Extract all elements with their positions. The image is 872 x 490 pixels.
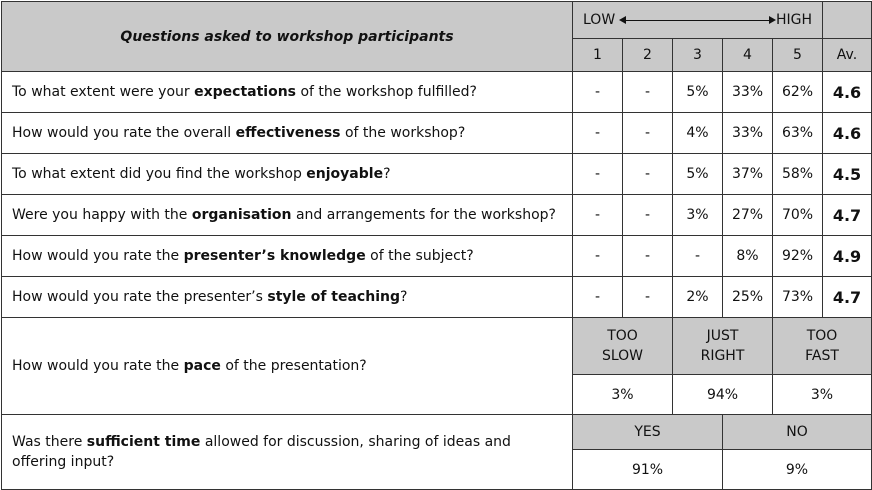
table-row [2,154,872,195]
pace-value-just-right: 94% [673,375,773,415]
yes-value: 91% [573,450,723,490]
value-2: - [623,113,673,154]
value-3: - [673,236,723,277]
header-title: Questions asked to workshop participants [2,2,573,72]
table-row [2,113,872,154]
value-2: - [623,236,673,277]
average-value: 4.9 [823,236,872,277]
value-5: 73% [773,277,823,318]
value-1: - [573,113,623,154]
scale-header [573,2,823,39]
table-row [2,236,872,277]
question-cell: How would you rate the overall effectiveness of the workshop? [2,113,573,154]
value-2: - [623,154,673,195]
value-5: 63% [773,113,823,154]
col-header-3: 3 [673,39,723,72]
value-3: 5% [673,72,723,113]
value-4: 37% [723,154,773,195]
question-cell: To what extent were your expectations of the workshop fulfilled? [2,72,573,113]
col-header-2: 2 [623,39,673,72]
table-row [2,195,872,236]
value-2: - [623,72,673,113]
value-4: 8% [723,236,773,277]
col-header-5: 5 [773,39,823,72]
value-3: 4% [673,113,723,154]
pace-row [2,318,872,375]
yes-label: YES [573,415,723,450]
value-1: - [573,195,623,236]
survey-table [1,1,872,490]
value-5: 58% [773,154,823,195]
value-4: 33% [723,72,773,113]
col-header-1: 1 [573,39,623,72]
value-3: 3% [673,195,723,236]
value-2: - [623,195,673,236]
value-4: 33% [723,113,773,154]
header-blank [823,2,872,39]
pace-question: How would you rate the pace of the presentation? [2,318,573,415]
value-3: 2% [673,277,723,318]
value-3: 5% [673,154,723,195]
scale-low-label: LOW [583,12,616,28]
time-question: Was there sufficient time allowed for discussion, sharing of ideas and offering input? [2,415,573,490]
average-value: 4.6 [823,113,872,154]
value-1: - [573,154,623,195]
double-arrow-icon [625,20,770,21]
question-cell: Were you happy with the organisation and arrangements for the workshop? [2,195,573,236]
time-row [2,415,872,450]
pace-option-too-slow: TOO SLOW [573,318,673,375]
value-5: 62% [773,72,823,113]
value-1: - [573,277,623,318]
value-4: 27% [723,195,773,236]
table-row [2,277,872,318]
average-value: 4.7 [823,277,872,318]
question-cell: To what extent did you find the workshop enjoyable? [2,154,573,195]
col-header-4: 4 [723,39,773,72]
value-5: 92% [773,236,823,277]
pace-option-too-fast: TOO FAST [773,318,872,375]
pace-value-too-slow: 3% [573,375,673,415]
question-cell: How would you rate the presenter’s style of teaching? [2,277,573,318]
table-row [2,72,872,113]
scale-high-label: HIGH [775,12,812,28]
pace-value-too-fast: 3% [773,375,872,415]
question-cell: How would you rate the presenter’s knowledge of the subject? [2,236,573,277]
value-5: 70% [773,195,823,236]
value-2: - [623,277,673,318]
average-value: 4.5 [823,154,872,195]
value-1: - [573,72,623,113]
average-value: 4.7 [823,195,872,236]
value-4: 25% [723,277,773,318]
average-value: 4.6 [823,72,872,113]
no-label: NO [723,415,872,450]
no-value: 9% [723,450,872,490]
value-1: - [573,236,623,277]
pace-option-just-right: JUST RIGHT [673,318,773,375]
col-header-average: Av. [823,39,872,72]
